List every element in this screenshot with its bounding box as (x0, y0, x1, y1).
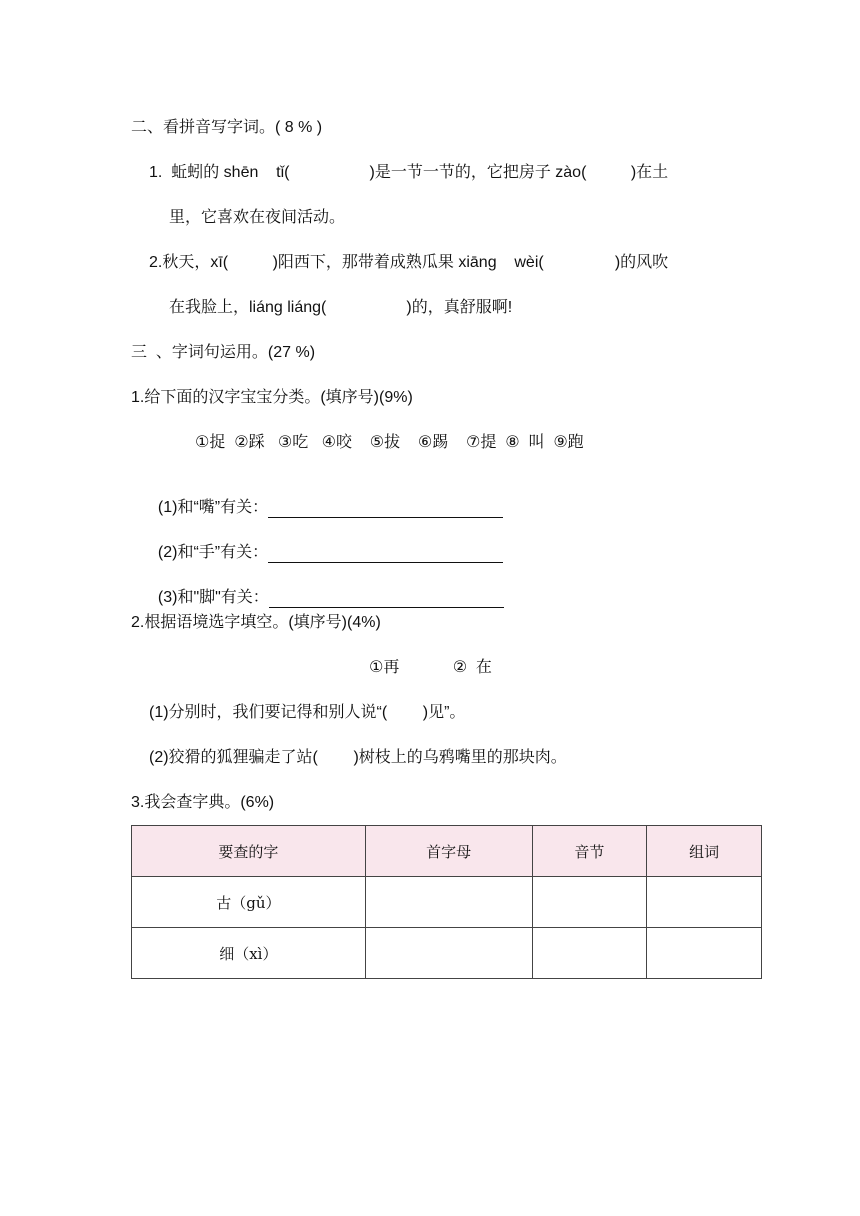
section2-heading: 二、看拼音写字词。( 8 % ) (131, 119, 323, 136)
s3q1-sub1 (149, 478, 503, 518)
q2-line-b: 在我脸上，liáng liáng( )的，真舒服啊! (169, 299, 513, 316)
cell-word[interactable] (647, 877, 762, 928)
answer-blank-foot[interactable] (269, 591, 504, 608)
s3q1-chars: ①捉 ②踩 ③吃 ④咬 ⑤拔 ⑥踢 ⑦提 ⑧ 叫 ⑨跑 (195, 434, 584, 451)
header-word: 组词 (647, 826, 762, 877)
table-row (132, 928, 762, 979)
dictionary-table (131, 825, 762, 979)
cell-word[interactable] (647, 928, 762, 979)
cell-char: 古（gǔ） (132, 877, 366, 928)
s3q1-sub2-label: (2)和“手”有关： (157, 544, 269, 561)
cell-initial[interactable] (365, 877, 532, 928)
s3q1-sub3-label: (3)和"脚"有关： (157, 589, 269, 606)
answer-blank-hand[interactable] (268, 546, 503, 563)
s3q1-title: 1.给下面的汉字宝宝分类。(填序号)(9%) (131, 389, 413, 406)
q2-line-a: 2.秋天，xī( )阳西下，那带着成熟瓜果 xiāng wèi( )的风吹 (149, 254, 669, 271)
cell-char: 细（xì） (132, 928, 366, 979)
answer-blank-mouth[interactable] (268, 501, 503, 518)
header-char: 要查的字 (132, 826, 366, 877)
cell-syllable[interactable] (532, 928, 647, 979)
s3q1-sub1-label: (1)和“嘴”有关： (157, 499, 269, 516)
s3q2-sub2: (2)狡猾的狐狸骗走了站( )树枝上的乌鸦嘴里的那块肉。 (149, 749, 567, 766)
q1-line-a: 1. 蚯蚓的 shēn tǐ( )是一节一节的，它把房子 zào( )在土 (149, 164, 669, 181)
table-header-row (132, 826, 762, 877)
s3q2-sub1: (1)分别时，我们要记得和别人说“( )见”。 (149, 704, 466, 721)
header-initial: 首字母 (365, 826, 532, 877)
cell-syllable[interactable] (532, 877, 647, 928)
s3q3-title: 3.我会查字典。(6%) (131, 794, 275, 811)
s3q1-sub2 (149, 523, 503, 563)
s3q2-title: 2.根据语境选字填空。(填序号)(4%) (131, 614, 381, 631)
q1-line-b: 里，它喜欢在夜间活动。 (169, 209, 346, 226)
table-row (132, 877, 762, 928)
section3-heading: 三 、字词句运用。(27 %) (131, 344, 316, 361)
s3q2-options: ①再 ② 在 (369, 659, 492, 676)
cell-initial[interactable] (365, 928, 532, 979)
header-syllable: 音节 (532, 826, 647, 877)
s3q1-sub3 (149, 568, 504, 608)
